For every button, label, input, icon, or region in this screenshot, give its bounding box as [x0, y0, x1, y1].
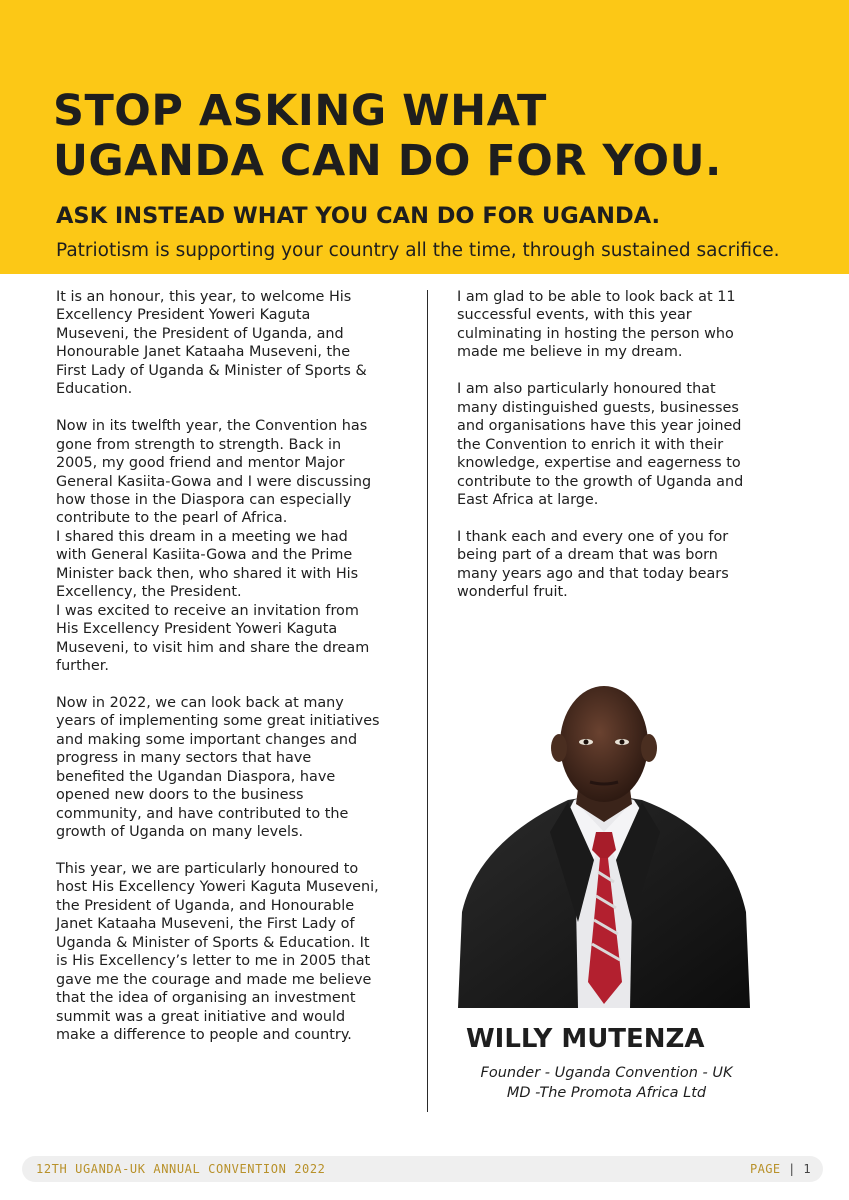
paragraph: Now in its twelfth year, the Convention has gone from strength to strength. Back in 2005, my good friend and mentor Major General Kasiita-Gowa and I were discussing how those in the Diaspora can especially contribute to the pearl of Africa. I shared this dream in a meeting we had with General Kasiita-Gowa and the Prime Minister back then, who shared it with His Excellency, the President. I was excited to receive an invitation from His Excellency President Yoweri Kaguta Museveni, to visit him and share the dream further.: [56, 418, 372, 675]
page-footer: [22, 1156, 823, 1182]
headline: STOP ASKING WHAT UGANDA CAN DO FOR YOU.: [53, 86, 722, 186]
paragraph: It is an honour, this year, to welcome His Excellency President Yoweri Kaguta Museveni, the President of Uganda, and Honourable Janet Kataaha Museveni, the First Lady of Uganda & Minister of Sports & Education.: [56, 289, 367, 398]
page-indicator: [750, 1160, 811, 1178]
paragraph: I am glad to be able to look back at 11 successful events, with this year culminating in hosting the person who made me believe in my dream.: [457, 289, 736, 361]
portrait-photo: [458, 682, 750, 1008]
paragraph: This year, we are particularly honoured to host His Excellency Yoweri Kaguta Museveni, the President of Uganda, and Honourable Janet Kataaha Museveni, the First Lady of Uganda & Minister of Sports & Education. It is His Excellency’s letter to me in 2005 that gave me the courage and made me believe that the idea of organising an investment summit was a great initiative and would make a difference to people and country.: [56, 861, 379, 1044]
left-column: [56, 288, 416, 1063]
right-column: [457, 288, 802, 620]
signatory-company: MD -The Promota Africa Ltd: [506, 1085, 707, 1101]
signatory-role: Founder - Uganda Convention - UK: [480, 1065, 733, 1081]
column-divider: [427, 290, 428, 1112]
subheadline: ASK INSTEAD WHAT YOU CAN DO FOR UGANDA.: [56, 203, 661, 229]
page-label: PAGE: [750, 1162, 781, 1176]
page-separator: |: [788, 1162, 796, 1176]
signatory-name: WILLY MUTENZA: [466, 1024, 705, 1054]
paragraph: Now in 2022, we can look back at many years of implementing some great initiatives and making some important changes and progress in many sectors that have benefited the Ugandan Diaspora, have opened new doors to the business community, and have contributed to the growth of Uganda on many levels.: [56, 694, 380, 841]
footer-event-title: 12TH UGANDA-UK ANNUAL CONVENTION 2022: [36, 1162, 326, 1176]
page-number: 1: [803, 1162, 811, 1176]
header-banner: [0, 0, 849, 274]
paragraph: I am also particularly honoured that many distinguished guests, businesses and organisations have this year joined the Convention to enrich it with their knowledge, expertise and eagerness to contribute to the growth of Uganda and East Africa at large.: [457, 381, 744, 508]
paragraph: I thank each and every one of you for being part of a dream that was born many years ago and that today bears wonderful fruit.: [457, 528, 729, 601]
tagline: Patriotism is supporting your country all the time, through sustained sacrifice.: [56, 240, 780, 261]
